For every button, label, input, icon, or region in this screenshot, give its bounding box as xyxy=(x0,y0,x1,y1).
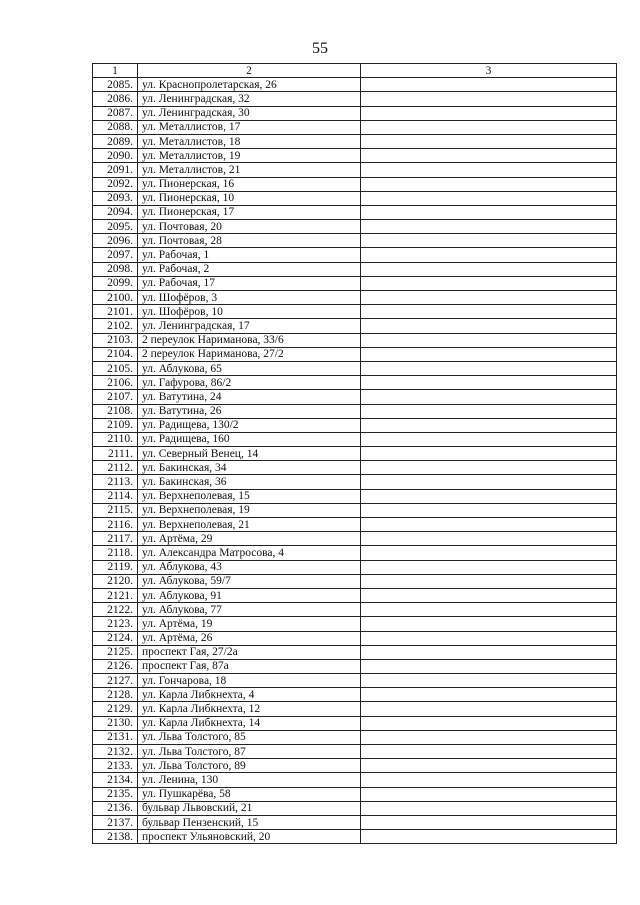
row-number: 2102. xyxy=(93,319,138,333)
row-address: ул. Аблукова, 59/7 xyxy=(138,574,361,588)
row-address: ул. Рабочая, 2 xyxy=(138,262,361,276)
table-row xyxy=(93,92,617,106)
row-address: ул. Северный Венец, 14 xyxy=(138,447,361,461)
table-row xyxy=(93,106,617,120)
table-row xyxy=(93,432,617,446)
row-address: ул. Александра Матросова, 4 xyxy=(138,546,361,560)
row-number: 2120. xyxy=(93,574,138,588)
row-column-3 xyxy=(361,418,617,432)
row-address: ул. Карла Либкнехта, 14 xyxy=(138,716,361,730)
row-number: 2091. xyxy=(93,163,138,177)
row-number: 2100. xyxy=(93,291,138,305)
table-row xyxy=(93,631,617,645)
row-number: 2135. xyxy=(93,787,138,801)
row-address: ул. Аблукова, 77 xyxy=(138,603,361,617)
row-column-3 xyxy=(361,815,617,829)
row-address: ул. Артёма, 19 xyxy=(138,617,361,631)
row-column-3 xyxy=(361,674,617,688)
row-number: 2090. xyxy=(93,149,138,163)
row-number: 2115. xyxy=(93,503,138,517)
row-column-3 xyxy=(361,688,617,702)
table-row xyxy=(93,801,617,815)
row-number: 2129. xyxy=(93,702,138,716)
row-number: 2098. xyxy=(93,262,138,276)
row-address: ул. Артёма, 26 xyxy=(138,631,361,645)
table-row xyxy=(93,305,617,319)
row-address: ул. Металлистов, 17 xyxy=(138,120,361,134)
row-address: ул. Шофёров, 3 xyxy=(138,291,361,305)
row-address: ул. Радищева, 160 xyxy=(138,432,361,446)
table-row xyxy=(93,830,617,844)
row-address: ул. Ватутина, 26 xyxy=(138,404,361,418)
row-number: 2096. xyxy=(93,234,138,248)
row-column-3 xyxy=(361,177,617,191)
row-address: ул. Пионерская, 10 xyxy=(138,191,361,205)
row-column-3 xyxy=(361,134,617,148)
row-column-3 xyxy=(361,518,617,532)
address-table xyxy=(92,63,617,844)
row-number: 2137. xyxy=(93,815,138,829)
row-address: ул. Верхнеполевая, 19 xyxy=(138,503,361,517)
row-address: ул. Бакинская, 34 xyxy=(138,461,361,475)
row-column-3 xyxy=(361,702,617,716)
row-address: бульвар Пензенский, 15 xyxy=(138,815,361,829)
row-address: ул. Артёма, 29 xyxy=(138,532,361,546)
row-column-3 xyxy=(361,645,617,659)
row-address: ул. Аблукова, 65 xyxy=(138,361,361,375)
row-number: 2088. xyxy=(93,120,138,134)
row-address: ул. Шофёров, 10 xyxy=(138,305,361,319)
table-row xyxy=(93,560,617,574)
row-number: 2136. xyxy=(93,801,138,815)
row-number: 2104. xyxy=(93,347,138,361)
row-number: 2085. xyxy=(93,78,138,92)
row-number: 2114. xyxy=(93,489,138,503)
row-address: ул. Ленина, 130 xyxy=(138,773,361,787)
table-row xyxy=(93,645,617,659)
table-row xyxy=(93,674,617,688)
row-number: 2119. xyxy=(93,560,138,574)
row-number: 2111. xyxy=(93,447,138,461)
row-column-3 xyxy=(361,745,617,759)
table-row xyxy=(93,518,617,532)
table-row xyxy=(93,489,617,503)
row-address: ул. Ватутина, 24 xyxy=(138,390,361,404)
table-row xyxy=(93,134,617,148)
row-number: 2092. xyxy=(93,177,138,191)
row-address: ул. Рабочая, 17 xyxy=(138,276,361,290)
row-column-3 xyxy=(361,631,617,645)
row-address: ул. Металлистов, 18 xyxy=(138,134,361,148)
row-address: проспект Ульяновский, 20 xyxy=(138,830,361,844)
row-number: 2126. xyxy=(93,659,138,673)
row-number: 2125. xyxy=(93,645,138,659)
row-column-3 xyxy=(361,220,617,234)
row-column-3 xyxy=(361,120,617,134)
table-row xyxy=(93,475,617,489)
table-row xyxy=(93,248,617,262)
row-column-3 xyxy=(361,773,617,787)
row-address: ул. Карла Либкнехта, 12 xyxy=(138,702,361,716)
row-column-3 xyxy=(361,617,617,631)
row-address: ул. Аблукова, 43 xyxy=(138,560,361,574)
table-row xyxy=(93,291,617,305)
row-number: 2113. xyxy=(93,475,138,489)
table-row xyxy=(93,234,617,248)
table-body xyxy=(93,78,617,844)
table-row xyxy=(93,716,617,730)
row-number: 2130. xyxy=(93,716,138,730)
row-number: 2109. xyxy=(93,418,138,432)
row-column-3 xyxy=(361,191,617,205)
table-row xyxy=(93,404,617,418)
row-address: ул. Льва Толстого, 85 xyxy=(138,730,361,744)
row-address: ул. Верхнеполевая, 21 xyxy=(138,518,361,532)
row-address: 2 переулок Нариманова, 33/6 xyxy=(138,333,361,347)
table-row xyxy=(93,163,617,177)
row-address: ул. Льва Толстого, 87 xyxy=(138,745,361,759)
row-column-3 xyxy=(361,603,617,617)
row-number: 2107. xyxy=(93,390,138,404)
column-header-3: 3 xyxy=(361,64,617,78)
row-number: 2124. xyxy=(93,631,138,645)
row-column-3 xyxy=(361,376,617,390)
row-number: 2110. xyxy=(93,432,138,446)
row-number: 2117. xyxy=(93,532,138,546)
row-address: ул. Металлистов, 19 xyxy=(138,149,361,163)
table-row xyxy=(93,347,617,361)
row-address: ул. Рабочая, 1 xyxy=(138,248,361,262)
table-row xyxy=(93,205,617,219)
row-column-3 xyxy=(361,461,617,475)
table-row xyxy=(93,546,617,560)
row-column-3 xyxy=(361,432,617,446)
row-column-3 xyxy=(361,291,617,305)
row-number: 2116. xyxy=(93,518,138,532)
table-header-row xyxy=(93,64,617,78)
row-address: ул. Гафурова, 86/2 xyxy=(138,376,361,390)
row-column-3 xyxy=(361,447,617,461)
row-number: 2101. xyxy=(93,305,138,319)
row-column-3 xyxy=(361,830,617,844)
table-row xyxy=(93,120,617,134)
row-column-3 xyxy=(361,333,617,347)
row-number: 2133. xyxy=(93,759,138,773)
row-column-3 xyxy=(361,248,617,262)
row-address: ул. Металлистов, 21 xyxy=(138,163,361,177)
row-number: 2127. xyxy=(93,674,138,688)
table-row xyxy=(93,220,617,234)
row-address: ул. Гончарова, 18 xyxy=(138,674,361,688)
row-column-3 xyxy=(361,234,617,248)
table-row xyxy=(93,730,617,744)
row-number: 2086. xyxy=(93,92,138,106)
row-column-3 xyxy=(361,716,617,730)
row-column-3 xyxy=(361,319,617,333)
table-row xyxy=(93,177,617,191)
table-row xyxy=(93,191,617,205)
table-row xyxy=(93,659,617,673)
table-row xyxy=(93,149,617,163)
table-row xyxy=(93,319,617,333)
table-row xyxy=(93,787,617,801)
row-column-3 xyxy=(361,404,617,418)
table-row xyxy=(93,588,617,602)
row-address: ул. Льва Толстого, 89 xyxy=(138,759,361,773)
table-row xyxy=(93,361,617,375)
table-row xyxy=(93,702,617,716)
row-number: 2103. xyxy=(93,333,138,347)
row-column-3 xyxy=(361,588,617,602)
table-row xyxy=(93,688,617,702)
row-column-3 xyxy=(361,801,617,815)
row-number: 2097. xyxy=(93,248,138,262)
table-row xyxy=(93,603,617,617)
row-column-3 xyxy=(361,546,617,560)
row-number: 2089. xyxy=(93,134,138,148)
row-column-3 xyxy=(361,503,617,517)
row-column-3 xyxy=(361,659,617,673)
table-row xyxy=(93,376,617,390)
row-column-3 xyxy=(361,276,617,290)
row-address: 2 переулок Нариманова, 27/2 xyxy=(138,347,361,361)
row-column-3 xyxy=(361,78,617,92)
row-address: ул. Пионерская, 17 xyxy=(138,205,361,219)
row-column-3 xyxy=(361,532,617,546)
table-row xyxy=(93,503,617,517)
row-column-3 xyxy=(361,489,617,503)
row-address: ул. Радищева, 130/2 xyxy=(138,418,361,432)
row-address: ул. Ленинградская, 17 xyxy=(138,319,361,333)
row-number: 2087. xyxy=(93,106,138,120)
row-number: 2138. xyxy=(93,830,138,844)
table-row xyxy=(93,745,617,759)
row-address: ул. Ленинградская, 30 xyxy=(138,106,361,120)
row-column-3 xyxy=(361,149,617,163)
table-row xyxy=(93,759,617,773)
row-column-3 xyxy=(361,347,617,361)
row-address: ул. Пионерская, 16 xyxy=(138,177,361,191)
table-row xyxy=(93,333,617,347)
table-row xyxy=(93,418,617,432)
row-number: 2099. xyxy=(93,276,138,290)
row-number: 2121. xyxy=(93,588,138,602)
row-column-3 xyxy=(361,163,617,177)
row-column-3 xyxy=(361,759,617,773)
row-column-3 xyxy=(361,475,617,489)
row-number: 2128. xyxy=(93,688,138,702)
page-number: 55 xyxy=(312,40,328,57)
row-number: 2123. xyxy=(93,617,138,631)
row-address: ул. Аблукова, 91 xyxy=(138,588,361,602)
row-column-3 xyxy=(361,390,617,404)
row-number: 2134. xyxy=(93,773,138,787)
row-column-3 xyxy=(361,730,617,744)
row-column-3 xyxy=(361,205,617,219)
row-column-3 xyxy=(361,262,617,276)
table-row xyxy=(93,78,617,92)
row-number: 2132. xyxy=(93,745,138,759)
row-number: 2118. xyxy=(93,546,138,560)
row-address: ул. Почтовая, 20 xyxy=(138,220,361,234)
row-number: 2094. xyxy=(93,205,138,219)
row-address: ул. Верхнеполевая, 15 xyxy=(138,489,361,503)
table-row xyxy=(93,773,617,787)
table-row xyxy=(93,574,617,588)
table-row xyxy=(93,461,617,475)
row-column-3 xyxy=(361,787,617,801)
row-number: 2093. xyxy=(93,191,138,205)
table-row xyxy=(93,447,617,461)
table-row xyxy=(93,276,617,290)
row-address: проспект Гая, 27/2а xyxy=(138,645,361,659)
row-number: 2095. xyxy=(93,220,138,234)
row-address: ул. Ленинградская, 32 xyxy=(138,92,361,106)
row-address: ул. Краснопролетарская, 26 xyxy=(138,78,361,92)
row-number: 2105. xyxy=(93,361,138,375)
row-address: ул. Бакинская, 36 xyxy=(138,475,361,489)
row-column-3 xyxy=(361,361,617,375)
row-column-3 xyxy=(361,92,617,106)
table-row xyxy=(93,617,617,631)
row-address: бульвар Львовский, 21 xyxy=(138,801,361,815)
row-address: ул. Карла Либкнехта, 4 xyxy=(138,688,361,702)
row-number: 2131. xyxy=(93,730,138,744)
row-address: ул. Пушкарёва, 58 xyxy=(138,787,361,801)
table-row xyxy=(93,262,617,276)
row-number: 2122. xyxy=(93,603,138,617)
table-row xyxy=(93,815,617,829)
table-row xyxy=(93,390,617,404)
row-column-3 xyxy=(361,305,617,319)
row-number: 2106. xyxy=(93,376,138,390)
column-header-2: 2 xyxy=(138,64,361,78)
row-number: 2112. xyxy=(93,461,138,475)
row-column-3 xyxy=(361,560,617,574)
row-column-3 xyxy=(361,574,617,588)
row-address: ул. Почтовая, 28 xyxy=(138,234,361,248)
table-row xyxy=(93,532,617,546)
row-column-3 xyxy=(361,106,617,120)
row-number: 2108. xyxy=(93,404,138,418)
column-header-1: 1 xyxy=(93,64,138,78)
row-address: проспект Гая, 87а xyxy=(138,659,361,673)
